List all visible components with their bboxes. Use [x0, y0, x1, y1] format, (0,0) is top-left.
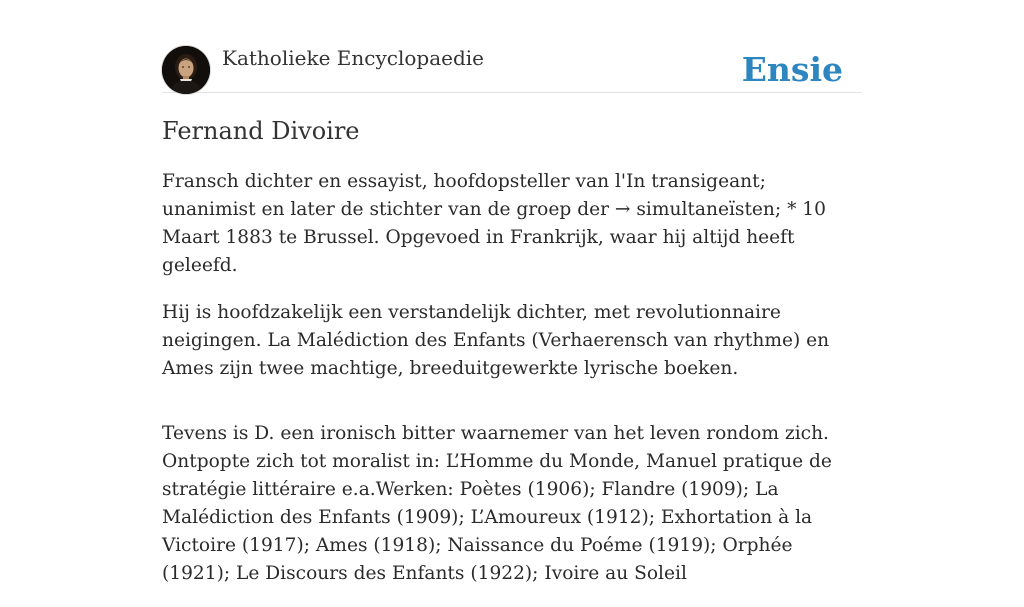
article-paragraph: Hij is hoofdzakelijk een verstandelijk dichter, met revolutionnaire neigingen. La Malédiction des Enfants (Verhaerensch van rhythme) en Ames zijn twee machtige, breeduitgewerkte lyrische boeken. [162, 302, 830, 379]
brand-logo[interactable]: Ensie [741, 50, 843, 89]
page-title: Fernand Divoire [162, 117, 360, 145]
article-paragraph: Tevens is D. een ironisch bitter waarnemer van het leven rondom zich. Ontpopte zich tot moralist in: L’Homme du Monde, Manuel pratique de stratégie littéraire e.a.Werken: Poètes (1906); Flandre (1909); La Malédiction des Enfants (1909); L’Amoureux (1912); Exhortation à la Victoire (1917); Ames (1918); Naissance du Poéme (1919); Orphée (1921); Le Discours des Enfants (1922); Ivoire au Soleil [162, 423, 832, 584]
article-paragraph: Fransch dichter en essayist, hoofdopsteller van l'In transigeant; unanimist en later de stichter van de groep der → simultaneïsten; * 10 Maart 1883 te Brussel. Opgevoed in Frankrijk, waar hij altijd heeft geleefd. [162, 171, 826, 276]
site-name[interactable]: Katholieke Encyclopaedie [222, 46, 484, 70]
article-body [162, 168, 862, 607]
site-header [162, 42, 862, 93]
avatar[interactable] [162, 46, 210, 94]
portrait-icon [162, 46, 210, 94]
